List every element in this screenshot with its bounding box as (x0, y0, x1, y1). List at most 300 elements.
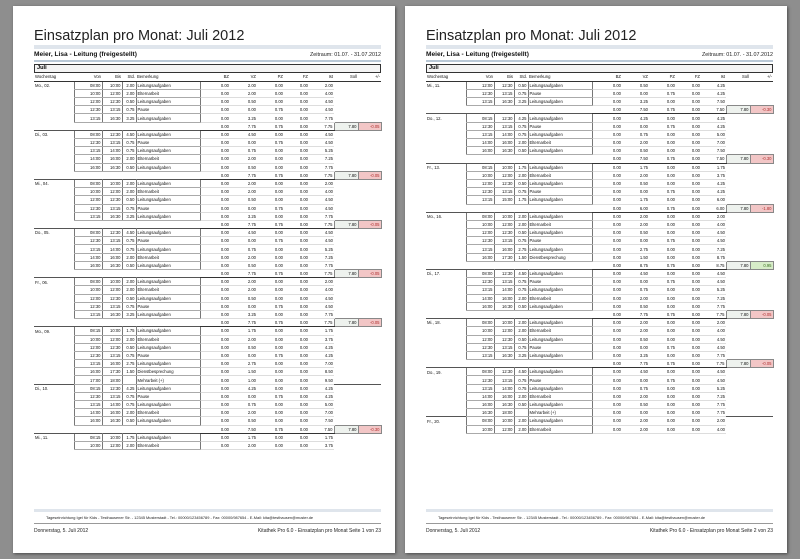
hours-cell: 2.00 (122, 179, 136, 187)
sum-cell: 0.00 (676, 310, 701, 318)
fz-cell: 0.00 (284, 441, 309, 449)
vz-cell: 4.50 (230, 130, 257, 138)
footer-divider (34, 523, 381, 524)
vz-cell: 0.50 (622, 81, 649, 89)
empty-cell (514, 310, 528, 318)
empty-cell (34, 294, 74, 302)
soll-cell (334, 261, 358, 269)
ist-cell: 7.75 (309, 261, 334, 269)
bz-cell: 0.00 (592, 245, 622, 253)
column-header: Std. (122, 73, 136, 81)
bz-cell: 0.00 (200, 278, 230, 286)
bz-cell: 0.00 (200, 237, 230, 245)
soll-value: 7.80 (334, 425, 358, 433)
pz-cell: 0.00 (649, 130, 676, 138)
weekday-cell: Di., 10. (34, 384, 74, 392)
vz-cell: 2.00 (230, 441, 257, 449)
hours-cell: 2.00 (122, 89, 136, 97)
hours-cell: 2.00 (122, 409, 136, 417)
pz-cell: 0.00 (649, 98, 676, 106)
empty-cell (102, 122, 122, 130)
remark-cell: Leitungsaufgaben (528, 245, 592, 253)
bz-cell: 0.00 (200, 433, 230, 441)
diff-cell (358, 81, 381, 89)
hours-cell: 0.50 (122, 294, 136, 302)
fz-cell: 0.00 (284, 433, 309, 441)
vz-cell: 2.00 (230, 89, 257, 97)
from-cell: 12:00 (74, 196, 102, 204)
sum-cell: 0.75 (257, 220, 284, 228)
weekday-cell: Mo., 02. (34, 81, 74, 89)
schedule-table (34, 73, 382, 450)
vz-cell: 2.00 (622, 319, 649, 327)
fz-cell: 0.00 (284, 196, 309, 204)
remark-cell: Elternarbeit (136, 441, 200, 449)
from-cell: 12:00 (466, 335, 494, 343)
weekday-cell: Do., 05. (34, 229, 74, 237)
remark-cell: Leitungsaufgaben (136, 114, 200, 122)
diff-value: -0.30 (750, 155, 773, 163)
remark-cell: Leitungsaufgaben (528, 335, 592, 343)
hours-cell: 2.00 (514, 319, 528, 327)
diff-cell (358, 441, 381, 449)
hours-cell: 0.50 (514, 401, 528, 409)
remark-cell: Leitungsaufgaben (528, 98, 592, 106)
weekday-cell: Mo., 16. (426, 212, 466, 220)
bz-cell: 0.00 (592, 343, 622, 351)
empty-cell (426, 130, 466, 138)
fz-cell: 0.00 (676, 122, 701, 130)
soll-cell (334, 237, 358, 245)
vz-cell: 0.50 (230, 98, 257, 106)
bz-cell: 0.00 (592, 179, 622, 187)
hours-cell: 2.00 (122, 188, 136, 196)
sum-cell: 0.00 (676, 360, 701, 368)
from-cell: 13:15 (74, 245, 102, 253)
sum-cell: 7.75 (622, 360, 649, 368)
table-row (34, 376, 381, 384)
bz-cell: 0.00 (200, 286, 230, 294)
vz-cell: 2.00 (230, 188, 257, 196)
soll-cell (334, 188, 358, 196)
vz-cell: 2.00 (230, 179, 257, 187)
from-cell: 08:00 (74, 229, 102, 237)
vz-cell: 0.00 (230, 237, 257, 245)
sum-cell: 0.00 (284, 319, 309, 327)
table-row (426, 163, 773, 171)
table-row (34, 196, 381, 204)
remark-cell: Leitungsaufgaben (528, 147, 592, 155)
to-cell: 16:30 (494, 401, 514, 409)
pz-cell: 0.00 (257, 188, 284, 196)
hours-cell (122, 376, 136, 384)
from-cell: 13:15 (466, 130, 494, 138)
table-row (34, 114, 381, 122)
column-header: BZ (592, 73, 622, 81)
from-cell: 12:30 (74, 302, 102, 310)
diff-cell (358, 245, 381, 253)
from-cell: 14:00 (466, 392, 494, 400)
hours-cell: 0.75 (122, 237, 136, 245)
table-row (426, 139, 773, 147)
diff-cell (358, 204, 381, 212)
soll-cell (726, 278, 750, 286)
table-row (426, 270, 773, 278)
sum-cell: 0.00 (592, 360, 622, 368)
soll-cell (334, 163, 358, 171)
fz-cell: 0.00 (676, 81, 701, 89)
from-cell: 12:30 (466, 278, 494, 286)
empty-cell (426, 278, 466, 286)
diff-cell (750, 229, 773, 237)
vz-cell: 1.75 (622, 163, 649, 171)
from-cell: 12:00 (74, 294, 102, 302)
to-cell: 17:30 (102, 368, 122, 376)
diff-cell (750, 278, 773, 286)
fz-cell: 0.00 (676, 294, 701, 302)
empty-cell (528, 106, 592, 114)
hours-cell: 2.00 (514, 220, 528, 228)
soll-cell (334, 278, 358, 286)
hours-cell: 2.00 (122, 286, 136, 294)
ist-cell: 5.00 (309, 401, 334, 409)
empty-cell (34, 360, 74, 368)
pz-cell: 0.00 (257, 433, 284, 441)
empty-cell (528, 261, 592, 269)
report-page-1 (13, 6, 395, 553)
diff-cell (750, 335, 773, 343)
from-cell: 08:00 (466, 270, 494, 278)
diff-cell (750, 179, 773, 187)
footer-address: Tageseinrichtung Igel für Kids - Testhausener Str. - 12345 Musterstadt - Tel.: 00000/123456789 - Fax: 00000/987654 - E-Mail: kita@testhausen@muster.de (438, 515, 706, 520)
vz-cell: 3.25 (230, 310, 257, 318)
sum-cell: 0.75 (649, 106, 676, 114)
pz-cell: 0.00 (257, 114, 284, 122)
title-underline (426, 45, 773, 49)
bz-cell: 0.00 (200, 335, 230, 343)
bz-cell: 0.00 (200, 188, 230, 196)
empty-cell (426, 155, 466, 163)
sum-cell: 0.75 (649, 155, 676, 163)
bz-cell: 0.00 (592, 384, 622, 392)
column-header: +/- (358, 73, 381, 81)
fz-cell: 0.00 (676, 351, 701, 359)
table-row (34, 433, 381, 441)
diff-cell (358, 401, 381, 409)
table-row (34, 204, 381, 212)
bz-cell: 0.00 (592, 368, 622, 376)
soll-cell (334, 212, 358, 220)
pz-cell: 0.00 (257, 343, 284, 351)
fz-cell: 0.00 (676, 343, 701, 351)
bz-cell: 0.00 (200, 179, 230, 187)
pz-cell: 0.00 (649, 302, 676, 310)
bz-cell: 0.00 (592, 417, 622, 425)
empty-cell (426, 122, 466, 130)
hours-cell: 4.50 (514, 368, 528, 376)
table-row (426, 188, 773, 196)
pz-cell: 0.75 (257, 237, 284, 245)
day-sum-row (426, 155, 773, 163)
pz-cell: 0.00 (257, 278, 284, 286)
diff-cell (750, 122, 773, 130)
from-cell: 08:00 (466, 417, 494, 425)
from-cell: 08:00 (74, 130, 102, 138)
bz-cell: 0.00 (592, 196, 622, 204)
ist-cell: 4.50 (309, 106, 334, 114)
pz-cell: 0.00 (649, 220, 676, 228)
fz-cell: 0.00 (284, 114, 309, 122)
empty-cell (514, 155, 528, 163)
diff-cell (358, 130, 381, 138)
bz-cell: 0.00 (592, 163, 622, 171)
remark-cell: Dienstbesprechung (136, 368, 200, 376)
remark-cell: Leitungsaufgaben (528, 368, 592, 376)
ist-cell: 5.00 (701, 130, 726, 138)
footer-date: Donnerstag, 5. Juli 2012 (426, 528, 481, 534)
table-row (34, 163, 381, 171)
sum-cell: 7.75 (309, 319, 334, 327)
soll-cell (726, 122, 750, 130)
from-cell: 17:00 (74, 376, 102, 384)
to-cell: 12:00 (102, 286, 122, 294)
hours-cell: 2.00 (514, 417, 528, 425)
from-cell: 10:00 (74, 441, 102, 449)
from-cell: 13:15 (466, 245, 494, 253)
empty-cell (136, 220, 200, 228)
to-cell: 10:00 (494, 319, 514, 327)
vz-cell: 0.75 (230, 245, 257, 253)
empty-cell (426, 204, 466, 212)
column-header: FZ (676, 73, 701, 81)
to-cell: 12:00 (494, 327, 514, 335)
diff-cell (358, 196, 381, 204)
to-cell: 16:30 (102, 114, 122, 122)
weekday-cell: Mi., 18. (426, 319, 466, 327)
fz-cell: 0.00 (284, 98, 309, 106)
diff-cell (358, 294, 381, 302)
from-cell: 08:00 (74, 278, 102, 286)
remark-cell: Pause (136, 204, 200, 212)
hours-cell: 0.50 (122, 196, 136, 204)
pz-cell: 0.00 (649, 179, 676, 187)
empty-cell (102, 270, 122, 278)
empty-cell (426, 327, 466, 335)
remark-cell: Leitungsaufgaben (136, 433, 200, 441)
table-row (34, 360, 381, 368)
vz-cell: 3.25 (230, 114, 257, 122)
bz-cell: 0.00 (592, 409, 622, 417)
ist-cell: 4.50 (701, 278, 726, 286)
empty-cell (494, 310, 514, 318)
pz-cell: 0.75 (649, 376, 676, 384)
vz-cell: 0.75 (622, 384, 649, 392)
schedule-table (426, 73, 774, 434)
bz-cell: 0.00 (592, 139, 622, 147)
soll-cell (334, 401, 358, 409)
sum-cell: 7.50 (701, 106, 726, 114)
ist-cell: 2.00 (701, 417, 726, 425)
remark-cell: Pause (528, 376, 592, 384)
from-cell: 08:00 (74, 81, 102, 89)
empty-cell (74, 425, 102, 433)
hours-cell: 0.75 (514, 343, 528, 351)
ist-cell: 4.25 (309, 343, 334, 351)
diff-cell (750, 188, 773, 196)
empty-cell (34, 319, 74, 327)
table-row (34, 327, 381, 335)
soll-cell (726, 114, 750, 122)
fz-cell: 0.00 (676, 139, 701, 147)
table-row (34, 343, 381, 351)
from-cell: 16:00 (466, 253, 494, 261)
hours-cell: 0.75 (122, 245, 136, 253)
soll-cell (334, 302, 358, 310)
ist-cell: 4.50 (701, 237, 726, 245)
vz-cell: 4.25 (230, 384, 257, 392)
remark-cell: Leitungsaufgaben (528, 196, 592, 204)
to-cell: 13:15 (494, 237, 514, 245)
table-row (34, 139, 381, 147)
empty-cell (136, 171, 200, 179)
column-header: VZ (230, 73, 257, 81)
bz-cell: 0.00 (592, 147, 622, 155)
empty-cell (122, 270, 136, 278)
ist-cell: 3.75 (309, 335, 334, 343)
day-sum-row (426, 261, 773, 269)
pz-cell: 0.00 (649, 351, 676, 359)
hours-cell: 2.00 (514, 171, 528, 179)
weekday-cell: Mi., 11. (34, 433, 74, 441)
vz-cell: 2.00 (622, 212, 649, 220)
empty-cell (426, 343, 466, 351)
ist-cell: 4.00 (309, 89, 334, 97)
soll-cell (726, 425, 750, 433)
pz-cell: 0.00 (649, 163, 676, 171)
hours-cell: 3.25 (122, 114, 136, 122)
table-row (34, 89, 381, 97)
to-cell: 16:00 (494, 294, 514, 302)
empty-cell (34, 286, 74, 294)
hours-cell: 0.75 (514, 89, 528, 97)
diff-cell (358, 139, 381, 147)
remark-cell: Elternarbeit (528, 220, 592, 228)
ist-cell: 7.75 (309, 212, 334, 220)
to-cell: 13:15 (102, 106, 122, 114)
hours-cell: 0.75 (514, 237, 528, 245)
from-cell: 12:00 (466, 229, 494, 237)
table-row (34, 417, 381, 425)
day-sum-row (34, 319, 381, 327)
empty-cell (426, 360, 466, 368)
sum-cell: 0.75 (257, 425, 284, 433)
from-cell: 12:30 (466, 343, 494, 351)
vz-cell: 0.00 (230, 204, 257, 212)
table-row (34, 392, 381, 400)
soll-cell (334, 310, 358, 318)
remark-cell: Elternarbeit (136, 253, 200, 261)
vz-cell: 2.00 (230, 81, 257, 89)
table-row (34, 310, 381, 318)
table-row (34, 261, 381, 269)
table-row (34, 401, 381, 409)
fz-cell: 0.00 (284, 245, 309, 253)
diff-cell (358, 327, 381, 335)
hours-cell: 4.50 (514, 270, 528, 278)
table-row (34, 155, 381, 163)
ist-cell: 4.50 (701, 343, 726, 351)
vz-cell: 2.00 (622, 139, 649, 147)
diff-cell (750, 425, 773, 433)
hours-cell: 0.50 (514, 229, 528, 237)
ist-cell: 5.25 (309, 147, 334, 155)
hours-cell: 2.75 (514, 245, 528, 253)
vz-cell: 0.00 (622, 122, 649, 130)
from-cell: 16:00 (466, 147, 494, 155)
remark-cell: Elternarbeit (136, 335, 200, 343)
diff-cell (358, 237, 381, 245)
diff-value: -0.05 (358, 220, 381, 228)
hours-cell: 2.00 (514, 392, 528, 400)
empty-cell (426, 401, 466, 409)
remark-cell: Elternarbeit (528, 294, 592, 302)
vz-cell: 0.00 (230, 392, 257, 400)
soll-cell (334, 417, 358, 425)
empty-cell (426, 302, 466, 310)
remark-cell: Leitungsaufgaben (528, 163, 592, 171)
diff-cell (358, 360, 381, 368)
remark-cell: Elternarbeit (136, 89, 200, 97)
vz-cell: 0.50 (230, 294, 257, 302)
diff-value: -0.05 (358, 171, 381, 179)
pz-cell: 0.00 (649, 319, 676, 327)
ist-cell: 7.25 (309, 155, 334, 163)
fz-cell: 0.00 (676, 278, 701, 286)
sum-cell: 0.75 (257, 319, 284, 327)
remark-cell: Leitungsaufgaben (136, 179, 200, 187)
empty-cell (426, 376, 466, 384)
soll-cell (334, 351, 358, 359)
diff-cell (750, 351, 773, 359)
pz-cell: 0.00 (257, 81, 284, 89)
sum-cell: 0.00 (284, 220, 309, 228)
ist-cell: 4.50 (701, 368, 726, 376)
table-row (426, 122, 773, 130)
vz-cell: 0.50 (622, 229, 649, 237)
bz-cell: 0.00 (592, 376, 622, 384)
bz-cell: 0.00 (200, 155, 230, 163)
from-cell: 10:00 (466, 171, 494, 179)
pz-cell: 0.00 (257, 155, 284, 163)
bz-cell: 0.00 (200, 106, 230, 114)
vz-cell: 2.00 (622, 171, 649, 179)
ist-cell: 4.50 (309, 196, 334, 204)
empty-cell (426, 237, 466, 245)
hours-cell: 0.75 (122, 401, 136, 409)
column-header: Soll (726, 73, 750, 81)
to-cell: 12:30 (494, 179, 514, 187)
pz-cell: 0.00 (649, 368, 676, 376)
table-row (34, 441, 381, 449)
vz-cell: 2.00 (230, 253, 257, 261)
ist-cell: 7.75 (701, 302, 726, 310)
remark-cell: Pause (136, 302, 200, 310)
bz-cell: 0.00 (200, 441, 230, 449)
remark-cell: Leitungsaufgaben (528, 229, 592, 237)
empty-cell (34, 237, 74, 245)
table-row (426, 376, 773, 384)
diff-value: -0.05 (750, 310, 773, 318)
